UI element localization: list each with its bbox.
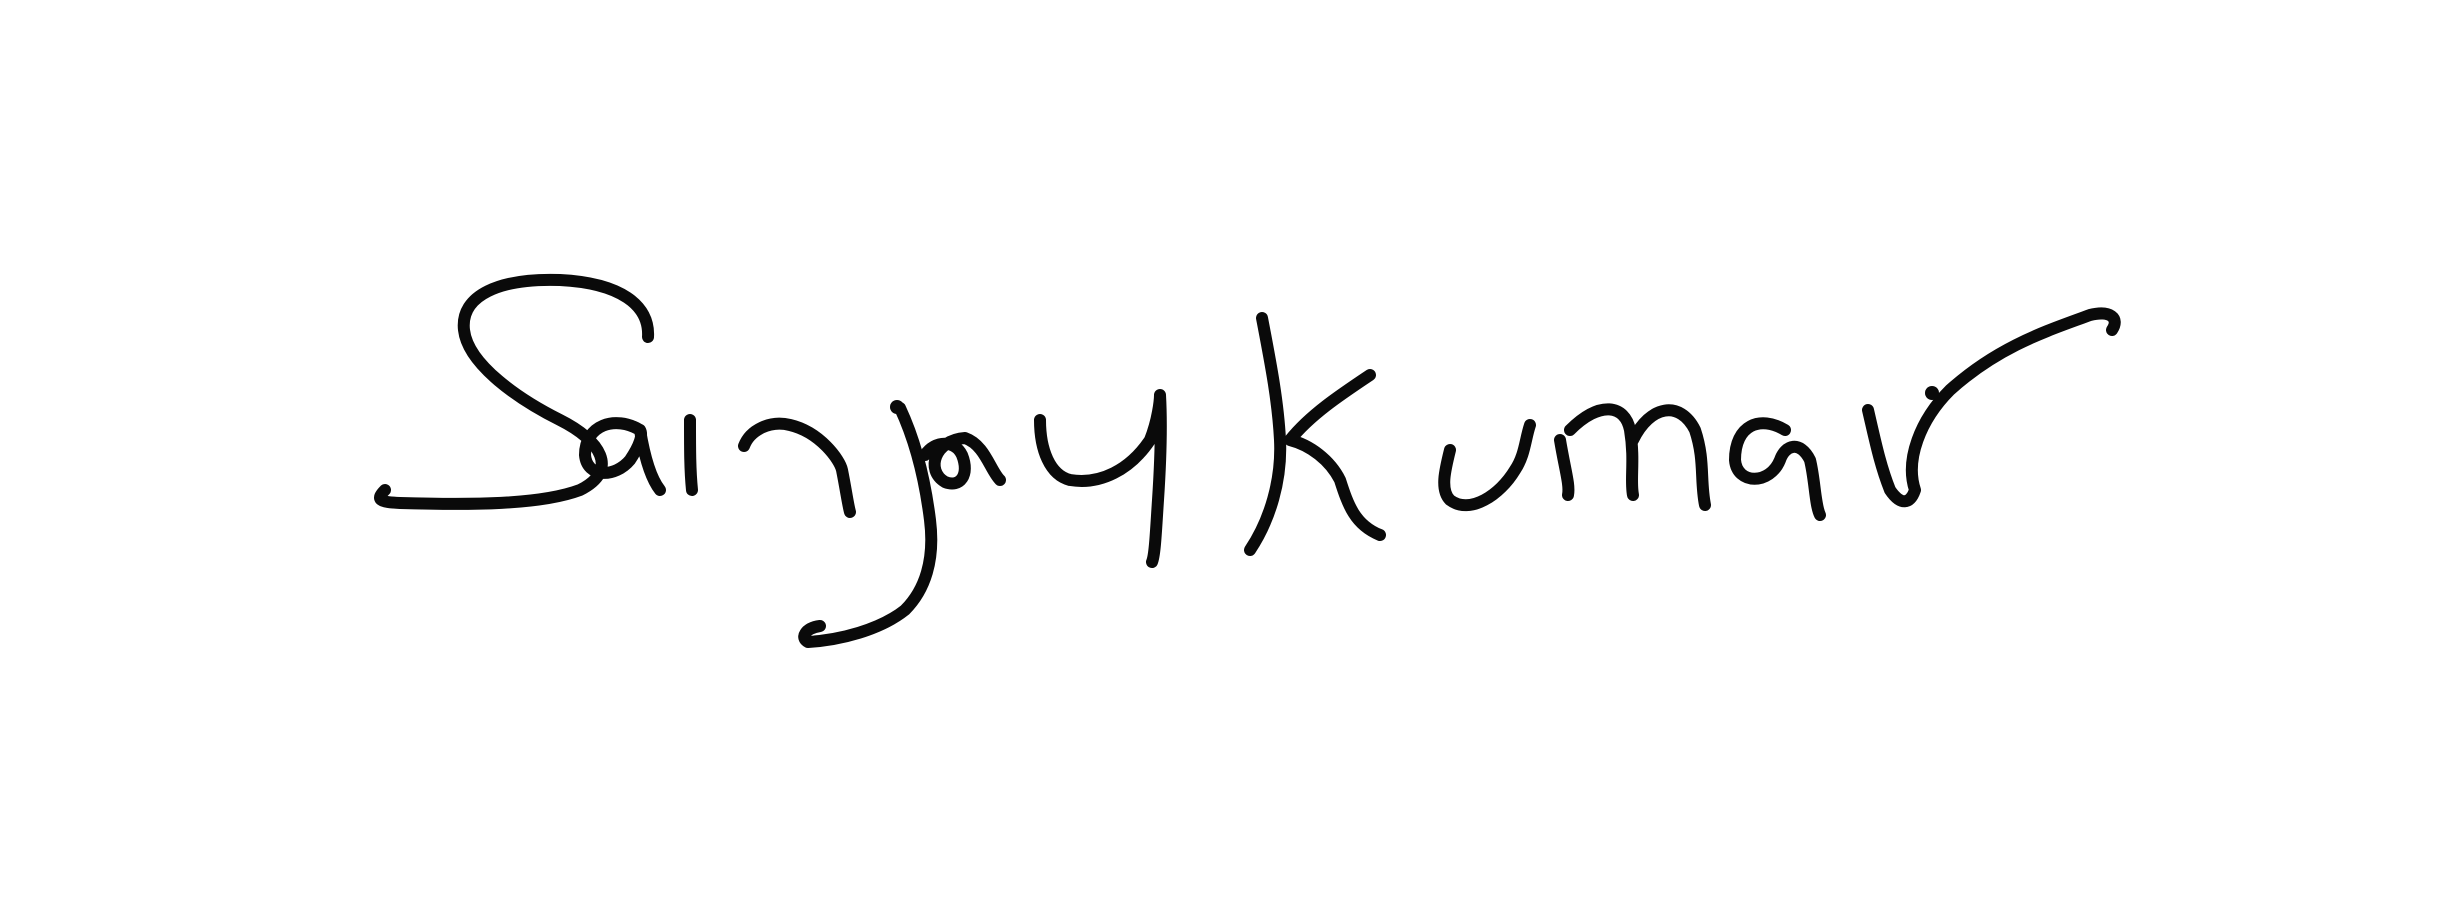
signature-letter-k — [1290, 375, 1380, 535]
signature-letter-u — [1444, 425, 1530, 505]
signature-dot — [1925, 386, 1939, 400]
signature-letter-m — [1570, 409, 1633, 495]
signature-letter-r — [1868, 313, 2115, 501]
signature-letter-a — [1735, 423, 1820, 515]
signature-letter-y — [1040, 395, 1161, 562]
signature-dot — [890, 400, 904, 414]
signature-letter-n — [744, 424, 850, 512]
signature-letter-m — [1560, 440, 1568, 495]
signature-letter-k — [1250, 318, 1280, 550]
signature-letter-n — [690, 420, 692, 490]
signature-letter-e — [925, 438, 1000, 483]
signature-letter-m — [1633, 410, 1705, 505]
